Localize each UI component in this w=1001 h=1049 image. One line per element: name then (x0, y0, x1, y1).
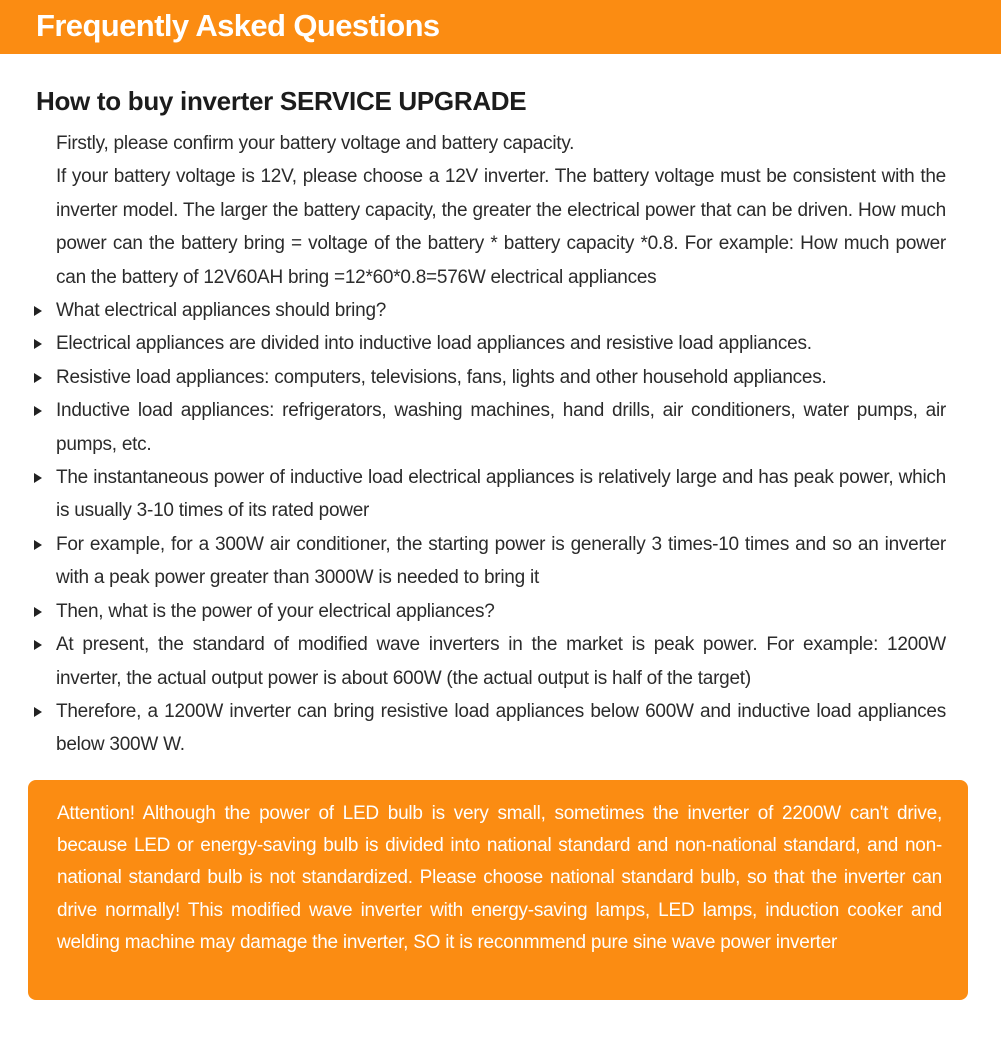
list-item (56, 327, 946, 360)
triangle-right-icon (34, 640, 42, 650)
section-heading: How to buy inverter SERVICE UPGRADE (36, 86, 527, 116)
list-item-text: Electrical appliances are divided into inductive load appliances and resistive load appliances. (56, 333, 812, 355)
attention-notice (28, 780, 968, 1000)
header-bar (0, 0, 1001, 54)
intro-paragraph: Firstly, please confirm your battery voltage and battery capacity. (56, 133, 575, 154)
triangle-right-icon (34, 373, 42, 383)
intro-paragraph: If your battery voltage is 12V, please choose a 12V inverter. The battery voltage must be consistent with the inverter model. The larger the battery capacity, the greater the electrical power that can be driven. How much power can the battery bring = voltage of the battery * battery capacity *0.8. For example: How much power can the battery of 12V60AH bring =12*60*0.8=576W electrical appliances (56, 166, 946, 288)
list-item-text: Then, what is the power of your electrical appliances? (56, 600, 495, 622)
list-item (56, 595, 946, 628)
list-item-text: The instantaneous power of inductive load electrical appliances is relatively large and has peak power, which is usually 3-10 times of its rated power (56, 467, 946, 522)
triangle-right-icon (34, 473, 42, 483)
list-item-text: Resistive load appliances: computers, televisions, fans, lights and other household appliances. (56, 366, 827, 388)
list-item (56, 628, 946, 695)
faq-content (0, 127, 1001, 762)
faq-list (0, 294, 1001, 762)
intro-block (56, 127, 946, 294)
list-item-text: At present, the standard of modified wave inverters in the market is peak power. For example: 1200W inverter, the actual output power is about 600W (the actual output is half of the target) (56, 634, 946, 689)
triangle-right-icon (34, 540, 42, 550)
list-item (56, 361, 946, 394)
triangle-right-icon (34, 607, 42, 617)
list-item (56, 695, 946, 762)
list-item-text: For example, for a 300W air conditioner, the starting power is generally 3 times-10 times and so an inverter with a peak power greater than 3000W is needed to bring it (56, 533, 946, 589)
list-item-text: Therefore, a 1200W inverter can bring resistive load appliances below 600W and inductive load appliances below 300W W. (56, 700, 946, 756)
page-title: Frequently Asked Questions (36, 8, 440, 43)
triangle-right-icon (34, 306, 42, 316)
triangle-right-icon (34, 339, 42, 349)
list-item (56, 528, 946, 595)
triangle-right-icon (34, 406, 42, 416)
list-item-text: What electrical appliances should bring? (56, 300, 387, 322)
list-item-text: Inductive load appliances: refrigerators, washing machines, hand drills, air conditioners, water pumps, air pumps, etc. (56, 400, 946, 455)
list-item (56, 394, 946, 461)
list-item (56, 461, 946, 528)
attention-text: Attention! Although the power of LED bulb is very small, sometimes the inverter of 2200W can't drive, because LED or energy-saving bulb is divided into national standard and non-national standard, and non-national standard bulb is not standardized. Please choose national standard bulb, so that the inverter can drive normally! This modified wave inverter with energy-saving lamps, LED lamps, induction cooker and welding machine may damage the inverter, SO it is reconmmend pure sine wave power inverter (57, 803, 942, 953)
triangle-right-icon (34, 707, 42, 717)
list-item (56, 294, 946, 327)
